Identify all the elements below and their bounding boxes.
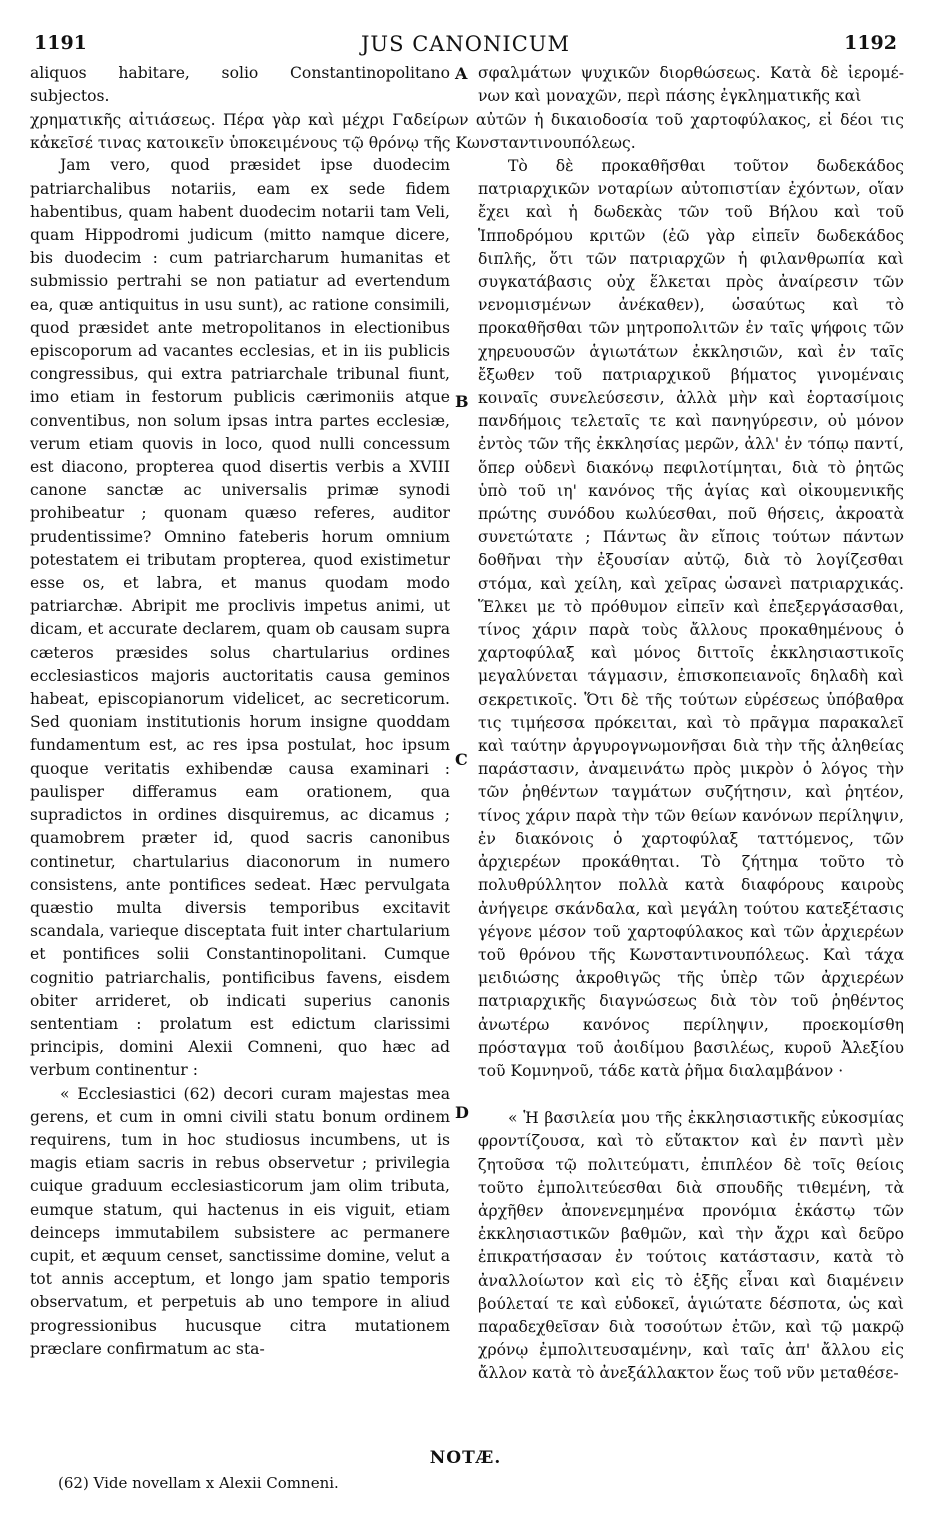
page-number-left: 1191 xyxy=(34,32,87,54)
latin-paragraph-0: aliquos habitare, solio Constantinopolitano subjectos. xyxy=(30,64,450,106)
margin-letter-c: C xyxy=(455,750,468,769)
margin-letter-a: A xyxy=(455,64,468,83)
greek-paragraph-1: Τὸ δὲ προκαθῆσθαι τοῦτον δωδεκάδος πατριαρχικῶν νοταρίων αὐτοπιστίαν ἐχόντων, οἵαν ἔχει καὶ ἡ δωδεκὰς τῶν τοῦ Βήλου καὶ τοῦ Ἱπποδρόμου κριτῶν (ἐῶ γὰρ εἰπεῖν δωδεκάδος διπλῆς, ὅτι τῶν πατριαρχῶν ἡ φιλανθρωπία καὶ συγκατάβασις οὐχ ἕλκεται πρὸς ἀναίρεσιν τῶν νενομισμένων ἀνέκαθεν), ὡσαύτως καὶ τὸ προκαθῆσθαι τῶν μητροπολιτῶν ἐν ταῖς ψήφοις τῶν χηρευουσῶν ἁγιωτάτων ἐκκλησιῶν, καὶ ἐν ταῖς ἔξωθεν τοῦ πατριαρχικοῦ βήματος γινομέναις κοιναῖς συνελεύσεσιν, ἀλλὰ μὴν καὶ ἑορτασίμοις πανδήμοις τελεταῖς τε καὶ πανηγύρεσιν, οὐ μόνον ἐντὸς τῶν τῆς ἐκκλησίας μερῶν, ἀλλ' ἐν τόπῳ παντί, ὅπερ οὐδενὶ διακόνῳ πεφιλοτίμηται, διὰ τὸ ῥητῶς ὑπὸ τοῦ ιη' κανόνος τῆς ἁγίας καὶ οἰκουμενικῆς πρώτης συνόδου κωλύεσθαι, ποῦ θήσεις, ἀκροατὰ συνετώτατε ; Πάντως ἂν εἴποις τούτων πάντων δοθῆναι τὴν ἐξουσίαν αὐτῷ, διὰ τὸ λογίζεσθαι στόμα, καὶ χείλη, καὶ χεῖρας ὡσανεὶ πατριαρχικάς. Ἕλκει με τὸ πρόθυμον εἰπεῖν καὶ ἐπεξεργάσασθαι, τίνος χάριν παρὰ τοὺς ἄλλους προκαθημένους ὁ χαρτοφύλαξ καὶ μόνος διττοῖς ἐκκλησιαστικοῖς μεγαλύνεται τάγμασιν, ἐπισκοπειανοῖς δηλαδὴ καὶ σεκρετικοῖς. Ὅτι δὲ τῆς τούτων εὑρέσεως ὑπόβαθρα τις τιμήεσσα πρόκειται, καὶ τὸ πρᾶγμα παρακαλεῖ καὶ ταύτην ἀργυρογνωμονῆσαι διὰ τὴν τῆς ἀληθείας παράστασιν, ἀναμεινάτω πρὸς μικρὸν ὁ λόγος τὴν τῶν ῥηθέντων ταγμάτων συζήτησιν, καὶ ῥητέον, τίνος χάριν παρὰ τὴν τῶν θείων κανόνων περίληψιν, ἐν διακόνοις ὁ χαρτοφύλαξ ταττόμενος, τῶν ἀρχιερέων προκάθηται. Τὸ ζήτημα τοῦτο τὸ πολυθρύλλητον πολλὰ κατὰ διαφόρους καιροὺς ἀνήγειρε σκάνδαλα, καὶ μεγάλη τούτου κατεξέτασις γέγονε μέσον τοῦ χαρτοφύλακος καὶ τῶν ἀρχιερέων τοῦ θρόνου τῆς Κωνσταντινουπόλεως. Καὶ τάχα μειδιώσης ἀκροθιγῶς τῆς ὑπὲρ τῶν ἀρχιερέων πατριαρχικῆς διαγνώσεως διὰ τὸν τοῦ ῥηθέντος ἀνωτέρω κανόνος περίληψιν, προεκομίσθη πρόσταγμα τοῦ ἀοιδίμου βασιλέως, κυροῦ Ἀλεξίου τοῦ Κομνηνοῦ, τάδε κατὰ ῥῆμα διαλαμβάνον · xyxy=(478,157,904,1080)
running-title: JUS CANONICUM xyxy=(361,32,570,56)
footnote-62: (62) Vide novellam x Alexii Comneni. xyxy=(58,1474,339,1492)
latin-paragraph-2: « Ecclesiastici (62) decori curam majestas mea gerens, et cum in omni civili statu bonum ordinem requirens, tum in hoc studiosus incumbens, ut is magis etiam sacris in rebus observetur ; privilegia cuique graduum ecclesiasticorum jam olim tributa, eumque statum, qui hactenus in eis viguit, etiam deinceps immutabilem subsistere ac permanere cupit, et æquum censet, sanctissime domine, velut a tot annis acceptum, et longo jam spatio temporis observatum, et perpetuis ab uno tempore in aliud progressionibus hucusque citra mutationem præclare confirmatum ac sta- xyxy=(30,1084,450,1358)
latin-paragraph-1: Jam vero, quod præsidet ipse duodecim patriarchalibus notariis, eam ex sede fidem habentibus, quam habent duodecim notarii tam Veli, quam Hippodromi judicum (mitto namque dicere, bis duodecim : cum patriarcharum humanitas et submissio pertrahi se non patiatur ad evertendum ea, quæ antiquitus in usu sunt), ac ratione consimili, quod præsidet ante metropolitanos in electionibus episcoporum ad vacantes ecclesias, et in iis publicis congressibus, qui extra patriarchale tribunal fiunt, imo etiam in festorum publicis cærimoniis atque conventibus, non solum ipsas intra partes ecclesiæ, verum etiam quovis in loco, quod nulli concessum est diacono, propterea quod disertis verbis a XVIII canone sanctæ ac universalis primæ synodi prohibeatur ; quonam quæso referes, auditor prudentissime? Omnino fateberis horum omnium potestatem ei tributam propterea, quod existimetur esse os, et labra, et manus quodam modo patriarchæ. Abripit me proclivis impetus animi, ut dicam, et accurate declarem, quam ob causam supra cæteros præsides solus chartularius ordines ecclesiasticos majoris auctoritatis causa geminos habeat, episcopianorum videlicet, ac secreticorum. Sed quoniam institutionis horum insigne quoddam fundamentum est, ac res ipsa postulat, hoc ipsum quoque veritatis exhibendæ causa examinari : paulisper differamus eam orationem, qua supradictos in ordines disquiremus, ac dicamus ; quamobrem præter id, quod sacris canonibus continetur, chartularius diaconorum in numero consistens, ante pontifices sedeat. Hæc pervulgata quæstio multa diversis temporibus excitavit scandala, varieque disceptata fuit inter chartularium et pontifices solii Constantinopolitani. Cumque cognitio patriarchalis, pontificibus favens, eisdem obiter arrideret, ob indicati superius canonis sententiam : prolatum est edictum clarissimi principis, domini Alexii Comneni, quo hæc ad verbum continentur : xyxy=(30,156,450,1080)
greek-paragraph-0b: χρηματικῆς αἰτιάσεως. Πέρα γὰρ καὶ μέχρι Γαδείρων αὐτῶν ἡ δικαιοδοσία τοῦ χαρτοφύλακος, εἰ δέοι τις κἀκεῖσέ τινας κατοικεῖν ὑποκειμένους τῷ θρόνῳ τῆς Κωνσταντινουπόλεως. xyxy=(30,111,904,153)
greek-paragraph-2: « Ἡ βασιλεία μου τῆς ἐκκλησιαστικῆς εὐκοσμίας φροντίζουσα, καὶ τὸ εὔτακτον καὶ ἐν παντὶ μὲν ζητοῦσα τῷ πολιτεύματι, ἐπιπλέον δὲ τοῖς θείοις τοῦτο ἐμπολιτεύεσθαι διὰ σπουδῆς τιθεμένη, τὰ ἀρχῆθεν ἀπονενεμημένα προνόμια ἑκάστῳ τῶν ἐκκλησιαστικῶν βαθμῶν, καὶ τὴν ἄχρι καὶ δεῦρο ἐπικρατήσασαν ἐν τούτοις κατάστασιν, κατὰ τὸ ἀναλλοίωτον καὶ εἰς τὸ ἑξῆς εἶναι καὶ διαμένειν βούλεταί τε καὶ εὐδοκεῖ, ἁγιώτατε δέσποτα, ὡς καὶ παραδεχθεῖσαν διὰ τοσούτων ἐτῶν, καὶ τῷ μακρῷ χρόνῳ ἐμπολιτευσαμένην, καὶ ταῖς ἀπ' ἄλλου εἰς ἄλλον κατὰ τὸ ἀνεξάλλακτον ἕως τοῦ νῦν μεταθέσε- xyxy=(478,1109,904,1383)
margin-letter-b: B xyxy=(455,392,469,411)
greek-column-body xyxy=(478,155,904,1386)
running-header xyxy=(28,32,903,62)
greek-fullwidth-line xyxy=(30,109,904,155)
latin-column xyxy=(30,62,450,1361)
greek-column xyxy=(478,62,904,108)
greek-paragraph-0: σφαλμάτων ψυχικῶν διορθώσεως. Κατὰ δὲ ἱερομένων καὶ μοναχῶν, περὶ πάσης ἐγκληματικῆς καὶ xyxy=(478,64,904,106)
page-number-right: 1192 xyxy=(844,32,897,54)
margin-letter-d: D xyxy=(455,1103,469,1122)
notes-heading: NOTÆ. xyxy=(429,1448,502,1468)
